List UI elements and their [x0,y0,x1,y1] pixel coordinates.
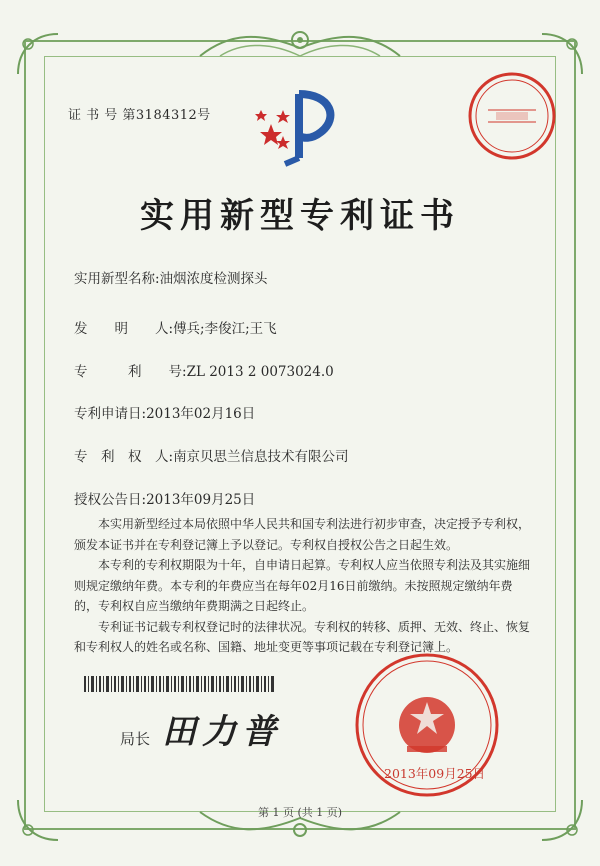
grant-date-row [74,488,255,508]
inventor-label: 发 明 人: [74,321,174,337]
certificate-title: 实用新型专利证书 [140,196,460,236]
certificate-number: 证 书 号 第3184312号 [68,108,211,123]
agency-stamp [466,70,558,162]
page-footer: 第 1 页 (共 1 页) [257,806,343,819]
patentee-label: 专 利 权 人: [74,449,174,465]
inventor-row [74,317,277,337]
name-value: 油烟浓度检测探头 [159,271,268,287]
director-signature: 田力普 [162,712,282,752]
utility-model-name-row [74,267,268,287]
filing-date-row [74,402,255,422]
inventor-value: 傅兵;李俊江;王飞 [173,321,277,337]
barcode [84,676,274,692]
certificate-body [74,514,534,658]
top-ornament [190,22,410,66]
seal-date: 2013年09月25日 [384,766,486,781]
filing-date-label: 专利申请日: [74,406,147,422]
filing-date-value: 2013年02月16日 [146,406,256,422]
paragraph-grant: 本实用新型经过本局依照中华人民共和国专利法进行初步审查，决定授予专利权，颁发本证书并在专利登记簿上予以登记。专利权自授权公告之日起生效。 [74,517,531,552]
paragraph-term: 本专利的专利权期限为十年，自申请日起算。专利权人应当依照专利法及其实施细则规定缴纳年费。本专利的年费应当在每年02月16日前缴纳。未按照规定缴纳年费的，专利权自应当缴纳年费期满之日起终止。 [74,558,531,613]
patent-number-row [74,360,334,380]
patent-office-logo [255,88,345,170]
director-label: 局长 [120,730,151,748]
patent-number-label: 专 利 号: [74,364,187,380]
corner-ornament-tl [14,30,62,78]
name-label: 实用新型名称: [74,271,160,287]
patentee-row [74,445,349,465]
grant-date-value: 2013年09月25日 [146,492,256,508]
patent-number-value: ZL 2013 2 0073024.0 [186,364,334,380]
paragraph-record: 专利证书记载专利权登记时的法律状况。专利权的转移、质押、无效、终止、恢复和专利权人的姓名或名称、国籍、地址变更等事项记载在专利登记簿上。 [74,619,531,654]
patentee-value: 南京贝思兰信息技术有限公司 [173,449,349,465]
grant-date-label: 授权公告日: [74,492,147,508]
